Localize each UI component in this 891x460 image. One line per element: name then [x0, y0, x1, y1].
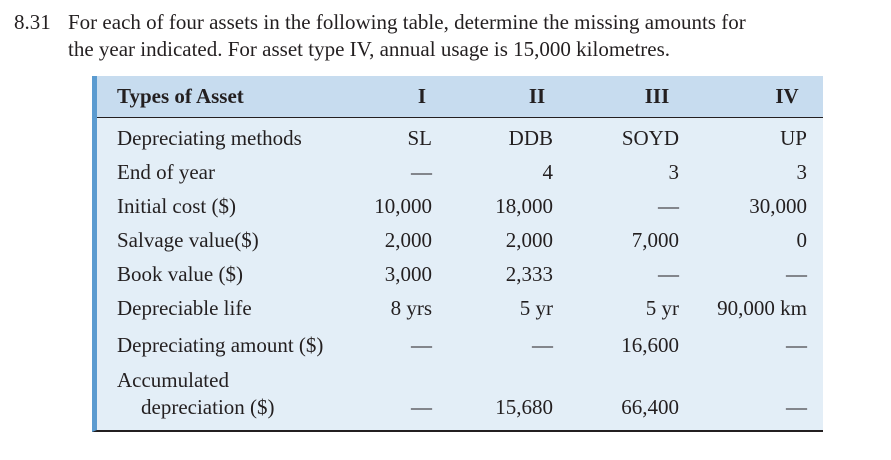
header-asset-iii: III	[644, 84, 670, 108]
cell-asset-iii: —	[658, 194, 679, 218]
table-row	[97, 156, 823, 190]
table-row	[97, 366, 823, 428]
row-label: End of year	[117, 160, 215, 184]
cell-asset-iii: SOYD	[621, 126, 679, 150]
row-label: Depreciable life	[117, 296, 252, 320]
cell-asset-iv: 30,000	[749, 194, 807, 218]
cell-asset-ii: 18,000	[495, 194, 553, 218]
table-row	[97, 122, 823, 156]
table-header	[97, 76, 823, 118]
cell-asset-ii: 15,680	[495, 395, 553, 419]
cell-asset-iii: 7,000	[631, 228, 679, 252]
cell-asset-iii: 3	[668, 160, 679, 184]
header-asset-iv: IV	[775, 84, 799, 108]
cell-asset-i: 2,000	[384, 228, 432, 252]
row-label-continued: depreciation ($)	[141, 395, 275, 419]
cell-asset-iii: 66,400	[621, 395, 679, 419]
cell-asset-iii: 16,600	[621, 333, 679, 357]
cell-asset-i: SL	[407, 126, 432, 150]
cell-asset-i: 3,000	[384, 262, 432, 286]
cell-asset-iii: 5 yr	[645, 296, 679, 320]
cell-asset-i: —	[411, 333, 432, 357]
table-row	[97, 258, 823, 292]
cell-asset-iii: —	[658, 262, 679, 286]
problem-number: 8.31	[14, 10, 51, 34]
table-row	[97, 329, 823, 363]
problem-text-line-1: For each of four assets in the following table, determine the missing amounts for	[68, 10, 746, 34]
table-row	[97, 292, 823, 326]
cell-asset-iv: UP	[780, 126, 807, 150]
row-label: Salvage value($)	[117, 228, 259, 252]
cell-asset-i: 10,000	[374, 194, 432, 218]
row-label: Book value ($)	[117, 262, 243, 286]
row-label: Depreciating amount ($)	[117, 333, 324, 357]
cell-asset-ii: —	[532, 333, 553, 357]
row-label: Initial cost ($)	[117, 194, 236, 218]
table-row	[97, 224, 823, 258]
cell-asset-ii: DDB	[508, 126, 553, 150]
cell-asset-i: 8 yrs	[390, 296, 432, 320]
cell-asset-iv: —	[786, 262, 807, 286]
problem-text-line-2: the year indicated. For asset type IV, annual usage is 15,000 kilometres.	[68, 37, 671, 61]
cell-asset-i: —	[411, 395, 432, 419]
cell-asset-iv: 3	[796, 160, 807, 184]
cell-asset-i: —	[411, 160, 432, 184]
cell-asset-ii: 5 yr	[519, 296, 553, 320]
asset-table	[92, 76, 823, 432]
cell-asset-ii: 2,333	[505, 262, 553, 286]
cell-asset-iv: —	[786, 395, 807, 419]
header-types-of-asset: Types of Asset	[117, 84, 244, 108]
cell-asset-iv: 0	[796, 228, 807, 252]
row-label: Depreciating methods	[117, 126, 302, 150]
cell-asset-iv: 90,000 km	[717, 296, 807, 320]
cell-asset-ii: 4	[542, 160, 553, 184]
cell-asset-iv: —	[786, 333, 807, 357]
row-label: Accumulated	[117, 368, 229, 392]
header-asset-ii: II	[528, 84, 546, 108]
table-row	[97, 190, 823, 224]
cell-asset-ii: 2,000	[505, 228, 553, 252]
header-asset-i: I	[417, 84, 427, 108]
